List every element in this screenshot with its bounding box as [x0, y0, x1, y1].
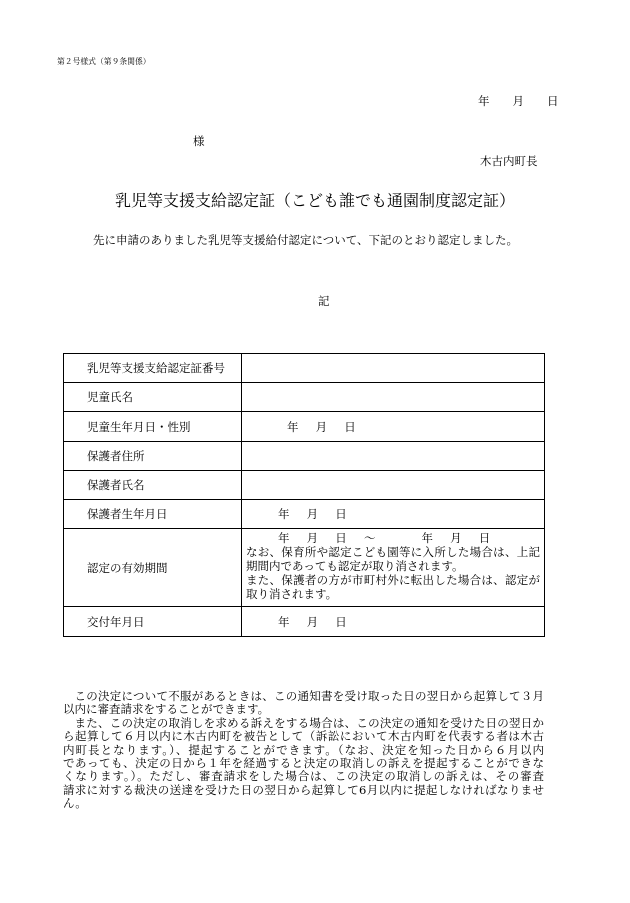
notice-line: 以内に審査請求をすることができます。: [63, 702, 270, 717]
label-certificate-number: 乳児等支援支給認定証番号: [64, 354, 242, 382]
value-guardian-birthdate: [242, 500, 545, 528]
notice-line: また、この決定の取消しを求める訴えをする場合は、この決定の通知を受けた日の翌日か: [74, 715, 544, 730]
date-placeholder: 年 月 日: [278, 507, 347, 521]
label-guardian-birthdate: 保護者生年月日: [64, 500, 242, 528]
issuer-name: 木古内町長: [480, 154, 538, 168]
validity-note-line: なお、保育所や認定こども園等に入所した場合は、上記: [246, 545, 540, 559]
value-child-name: [242, 383, 545, 411]
recipient-honorific: 様: [193, 134, 205, 148]
row-child-birthdate-gender: [64, 412, 545, 442]
validity-note-line: また、保護者の方が市町村外に転出した場合は、認定が: [246, 573, 540, 587]
label-issue-date: 交付年月日: [64, 607, 242, 636]
value-guardian-address: [242, 442, 545, 470]
label-child-name: 児童氏名: [64, 383, 242, 411]
row-issue-date: [64, 607, 545, 637]
row-guardian-birthdate: [64, 500, 545, 529]
notice-line: 請求に対する裁決の送達を受けた日の翌日から起算して6月以内に提起しなければなりませ: [63, 782, 544, 797]
value-child-birthdate-gender: [242, 412, 545, 441]
value-validity-period: [242, 529, 545, 606]
issue-date-header: 年 月 日: [478, 94, 559, 108]
row-validity-period: [64, 529, 545, 607]
notice-line: ん。: [63, 796, 87, 811]
intro-text: 先に申請のありました乳児等支援給付認定について、下記のとおり認定しました。: [93, 233, 519, 247]
form-number: 第２号様式（第９条関係）: [57, 57, 151, 66]
notice-line: ら起算して６月以内に木古内町を被告として（訴訟において木古内町を代表する者は木古: [63, 729, 544, 744]
notice-line: 内町長となります。）、提起することができます。（なお、決定を知った日から６月以内: [63, 742, 544, 757]
validity-date-range: 年 月 日 ～ 年 月 日: [278, 531, 491, 545]
value-certificate-number: [242, 354, 545, 382]
label-child-birthdate-gender: 児童生年月日・性別: [64, 412, 242, 441]
label-validity-period: 認定の有効期間: [64, 529, 242, 606]
row-child-name: [64, 383, 545, 412]
notice-line: この決定について不服があるときは、この通知書を受け取った日の翌日から起算して３月: [74, 689, 544, 703]
value-guardian-name: [242, 471, 545, 499]
notice-line: くなります。）。ただし、審査請求をした場合は、この決定の取消しの訴えは、その審査: [63, 769, 544, 784]
row-certificate-number: [64, 354, 545, 383]
validity-note-line: 取り消されます。: [246, 587, 338, 601]
ki-heading: 記: [318, 294, 330, 308]
appeal-notice: [63, 690, 544, 811]
document-title: 乳児等支援支給認定証（こども誰でも通園制度認定証）: [114, 191, 515, 210]
row-guardian-address: [64, 442, 545, 471]
row-guardian-name: [64, 471, 545, 500]
date-placeholder: 年 月 日: [287, 419, 356, 434]
label-guardian-address: 保護者住所: [64, 442, 242, 470]
date-placeholder: 年 月 日: [278, 614, 347, 629]
validity-note-line: 期間内であっても認定が取り消されます。: [246, 559, 464, 573]
notice-line: であっても、決定の日から１年を経過すると決定の取消しの訴えを提起することができな: [63, 756, 544, 771]
certificate-table: [63, 353, 545, 637]
value-issue-date: [242, 607, 545, 636]
label-guardian-name: 保護者氏名: [64, 471, 242, 499]
